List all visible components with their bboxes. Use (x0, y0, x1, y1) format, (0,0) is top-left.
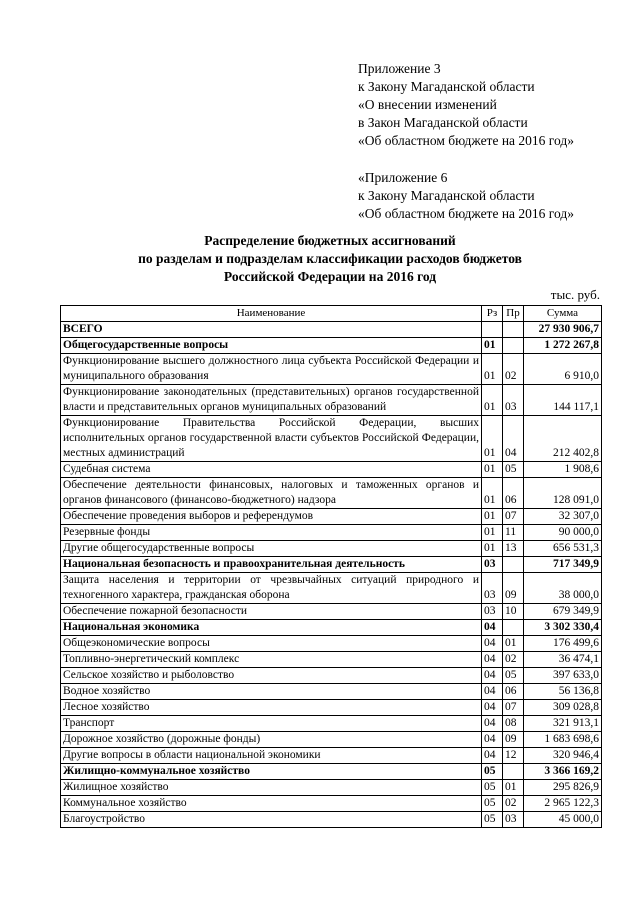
row-pr-code: 07 (503, 509, 524, 525)
row-sum: 144 117,1 (524, 385, 602, 416)
row-pr-code: 01 (503, 780, 524, 796)
table-row (61, 573, 602, 604)
row-pr-code: 03 (503, 385, 524, 416)
row-name: Национальная безопасность и правоохранительная деятельность (61, 557, 482, 573)
row-rz-code: 01 (482, 354, 503, 385)
row-sum: 2 965 122,3 (524, 796, 602, 812)
row-name: Другие общегосударственные вопросы (61, 541, 482, 557)
row-pr-code: 02 (503, 354, 524, 385)
table-row (61, 812, 602, 828)
row-pr-code: 07 (503, 700, 524, 716)
table-body (61, 322, 602, 828)
row-name: Транспорт (61, 716, 482, 732)
row-sum: 321 913,1 (524, 716, 602, 732)
row-sum: 3 302 330,4 (524, 620, 602, 636)
table-section-row (61, 620, 602, 636)
table-row (61, 716, 602, 732)
table-row (61, 700, 602, 716)
row-name: Общеэкономические вопросы (61, 636, 482, 652)
row-pr-code: 10 (503, 604, 524, 620)
row-pr-code: 03 (503, 812, 524, 828)
row-name: Благоустройство (61, 812, 482, 828)
row-sum: 656 531,3 (524, 541, 602, 557)
row-name: Обеспечение проведения выборов и референдумов (61, 509, 482, 525)
table-row (61, 748, 602, 764)
row-sum: 36 474,1 (524, 652, 602, 668)
table-row (61, 416, 602, 462)
header-pr: Пр (503, 306, 524, 322)
row-name: Функционирование высшего должностного лица субъекта Российской Федерации и муниципального образования (61, 354, 482, 385)
table-row (61, 636, 602, 652)
row-pr-code: 08 (503, 716, 524, 732)
row-name: Функционирование Правительства Российской Федерации, высших исполнительных органов государственной власти субъектов Российской Федерации, местных администраций (61, 416, 482, 462)
row-rz-code: 01 (482, 416, 503, 462)
row-rz-code: 05 (482, 796, 503, 812)
table-section-row (61, 764, 602, 780)
appendix-line: «О внесении изменений (358, 97, 497, 112)
row-rz-code: 04 (482, 716, 503, 732)
table-row (61, 509, 602, 525)
table-header-row (61, 306, 602, 322)
row-pr-code: 05 (503, 668, 524, 684)
table-row (61, 478, 602, 509)
row-name: Водное хозяйство (61, 684, 482, 700)
appendix-line: в Закон Магаданской области (358, 115, 528, 130)
row-pr-code: 12 (503, 748, 524, 764)
appendix-header (358, 60, 574, 223)
table-row (61, 780, 602, 796)
budget-table (60, 305, 602, 828)
appendix-spacer (358, 150, 574, 169)
row-name: Общегосударственные вопросы (61, 338, 482, 354)
row-name: Национальная экономика (61, 620, 482, 636)
table-row (61, 732, 602, 748)
row-sum: 56 136,8 (524, 684, 602, 700)
row-rz-code: 01 (482, 462, 503, 478)
table-row (61, 525, 602, 541)
row-sum: 1 272 267,8 (524, 338, 602, 354)
row-rz-code: 03 (482, 573, 503, 604)
row-pr-code (503, 338, 524, 354)
row-rz-code: 05 (482, 764, 503, 780)
row-rz-code: 03 (482, 604, 503, 620)
row-name: Коммунальное хозяйство (61, 796, 482, 812)
table-section-row (61, 322, 602, 338)
row-pr-code: 09 (503, 573, 524, 604)
appendix-line: к Закону Магаданской области (358, 188, 535, 203)
row-sum: 45 000,0 (524, 812, 602, 828)
row-rz-code: 04 (482, 620, 503, 636)
row-name: Сельское хозяйство и рыболовство (61, 668, 482, 684)
row-name: Резервные фонды (61, 525, 482, 541)
row-pr-code (503, 764, 524, 780)
appendix-line: к Закону Магаданской области (358, 79, 535, 94)
row-rz-code: 01 (482, 385, 503, 416)
row-pr-code (503, 322, 524, 338)
row-rz-code: 04 (482, 732, 503, 748)
row-rz-code: 04 (482, 652, 503, 668)
table-row (61, 668, 602, 684)
row-sum: 309 028,8 (524, 700, 602, 716)
row-rz-code: 01 (482, 338, 503, 354)
row-rz-code: 03 (482, 557, 503, 573)
row-sum: 128 091,0 (524, 478, 602, 509)
table-row (61, 354, 602, 385)
row-pr-code: 13 (503, 541, 524, 557)
row-name: Жилищное хозяйство (61, 780, 482, 796)
table-section-row (61, 557, 602, 573)
row-sum: 6 910,0 (524, 354, 602, 385)
header-sum: Сумма (524, 306, 602, 322)
row-sum: 717 349,9 (524, 557, 602, 573)
document-title (60, 232, 600, 286)
row-pr-code: 06 (503, 684, 524, 700)
row-rz-code: 04 (482, 684, 503, 700)
row-rz-code: 05 (482, 812, 503, 828)
title-line: Российской Федерации на 2016 год (223, 269, 437, 284)
table-row (61, 684, 602, 700)
row-name: Топливно-энергетический комплекс (61, 652, 482, 668)
row-pr-code: 02 (503, 652, 524, 668)
row-rz-code (482, 322, 503, 338)
row-rz-code: 01 (482, 525, 503, 541)
row-sum: 1 908,6 (524, 462, 602, 478)
row-name: Другие вопросы в области национальной экономики (61, 748, 482, 764)
row-pr-code (503, 557, 524, 573)
row-name: Функционирование законодательных (представительных) органов государственной власти и представительных органов муниципальных образований (61, 385, 482, 416)
row-pr-code: 06 (503, 478, 524, 509)
row-sum: 176 499,6 (524, 636, 602, 652)
header-name: Наименование (61, 306, 482, 322)
row-name: Лесное хозяйство (61, 700, 482, 716)
appendix-line: «Об областном бюджете на 2016 год» (358, 133, 574, 148)
row-sum: 32 307,0 (524, 509, 602, 525)
table-row (61, 796, 602, 812)
title-line: Распределение бюджетных ассигнований (204, 233, 456, 248)
row-sum: 320 946,4 (524, 748, 602, 764)
row-pr-code: 01 (503, 636, 524, 652)
row-pr-code: 11 (503, 525, 524, 541)
row-rz-code: 05 (482, 780, 503, 796)
row-sum: 295 826,9 (524, 780, 602, 796)
units-label: тыс. руб. (550, 287, 600, 302)
row-rz-code: 01 (482, 478, 503, 509)
row-sum: 679 349,9 (524, 604, 602, 620)
row-sum: 3 366 169,2 (524, 764, 602, 780)
row-name: Обеспечение деятельности финансовых, налоговых и таможенных органов и органов финансового (финансово-бюджетного) надзора (61, 478, 482, 509)
row-pr-code: 04 (503, 416, 524, 462)
row-name: Судебная система (61, 462, 482, 478)
row-pr-code: 05 (503, 462, 524, 478)
row-sum: 1 683 698,6 (524, 732, 602, 748)
table-row (61, 652, 602, 668)
row-rz-code: 01 (482, 509, 503, 525)
table-row (61, 541, 602, 557)
row-sum: 397 633,0 (524, 668, 602, 684)
row-rz-code: 04 (482, 636, 503, 652)
header-rz: Рз (482, 306, 503, 322)
row-name: ВСЕГО (61, 322, 482, 338)
row-rz-code: 04 (482, 700, 503, 716)
table-section-row (61, 338, 602, 354)
row-name: Обеспечение пожарной безопасности (61, 604, 482, 620)
row-sum: 90 000,0 (524, 525, 602, 541)
row-rz-code: 01 (482, 541, 503, 557)
row-name: Дорожное хозяйство (дорожные фонды) (61, 732, 482, 748)
table-row (61, 604, 602, 620)
appendix-line: Приложение 3 (358, 61, 441, 76)
appendix-line: «Об областном бюджете на 2016 год» (358, 206, 574, 221)
row-pr-code: 02 (503, 796, 524, 812)
row-sum: 27 930 906,7 (524, 322, 602, 338)
row-name: Жилищно-коммунальное хозяйство (61, 764, 482, 780)
row-rz-code: 04 (482, 668, 503, 684)
row-name: Защита населения и территории от чрезвычайных ситуаций природного и техногенного характера, гражданская оборона (61, 573, 482, 604)
row-pr-code (503, 620, 524, 636)
row-rz-code: 04 (482, 748, 503, 764)
title-line: по разделам и подразделам классификации расходов бюджетов (138, 251, 522, 266)
appendix-line: «Приложение 6 (358, 170, 448, 185)
table-row (61, 462, 602, 478)
row-sum: 212 402,8 (524, 416, 602, 462)
row-pr-code: 09 (503, 732, 524, 748)
row-sum: 38 000,0 (524, 573, 602, 604)
table-row (61, 385, 602, 416)
